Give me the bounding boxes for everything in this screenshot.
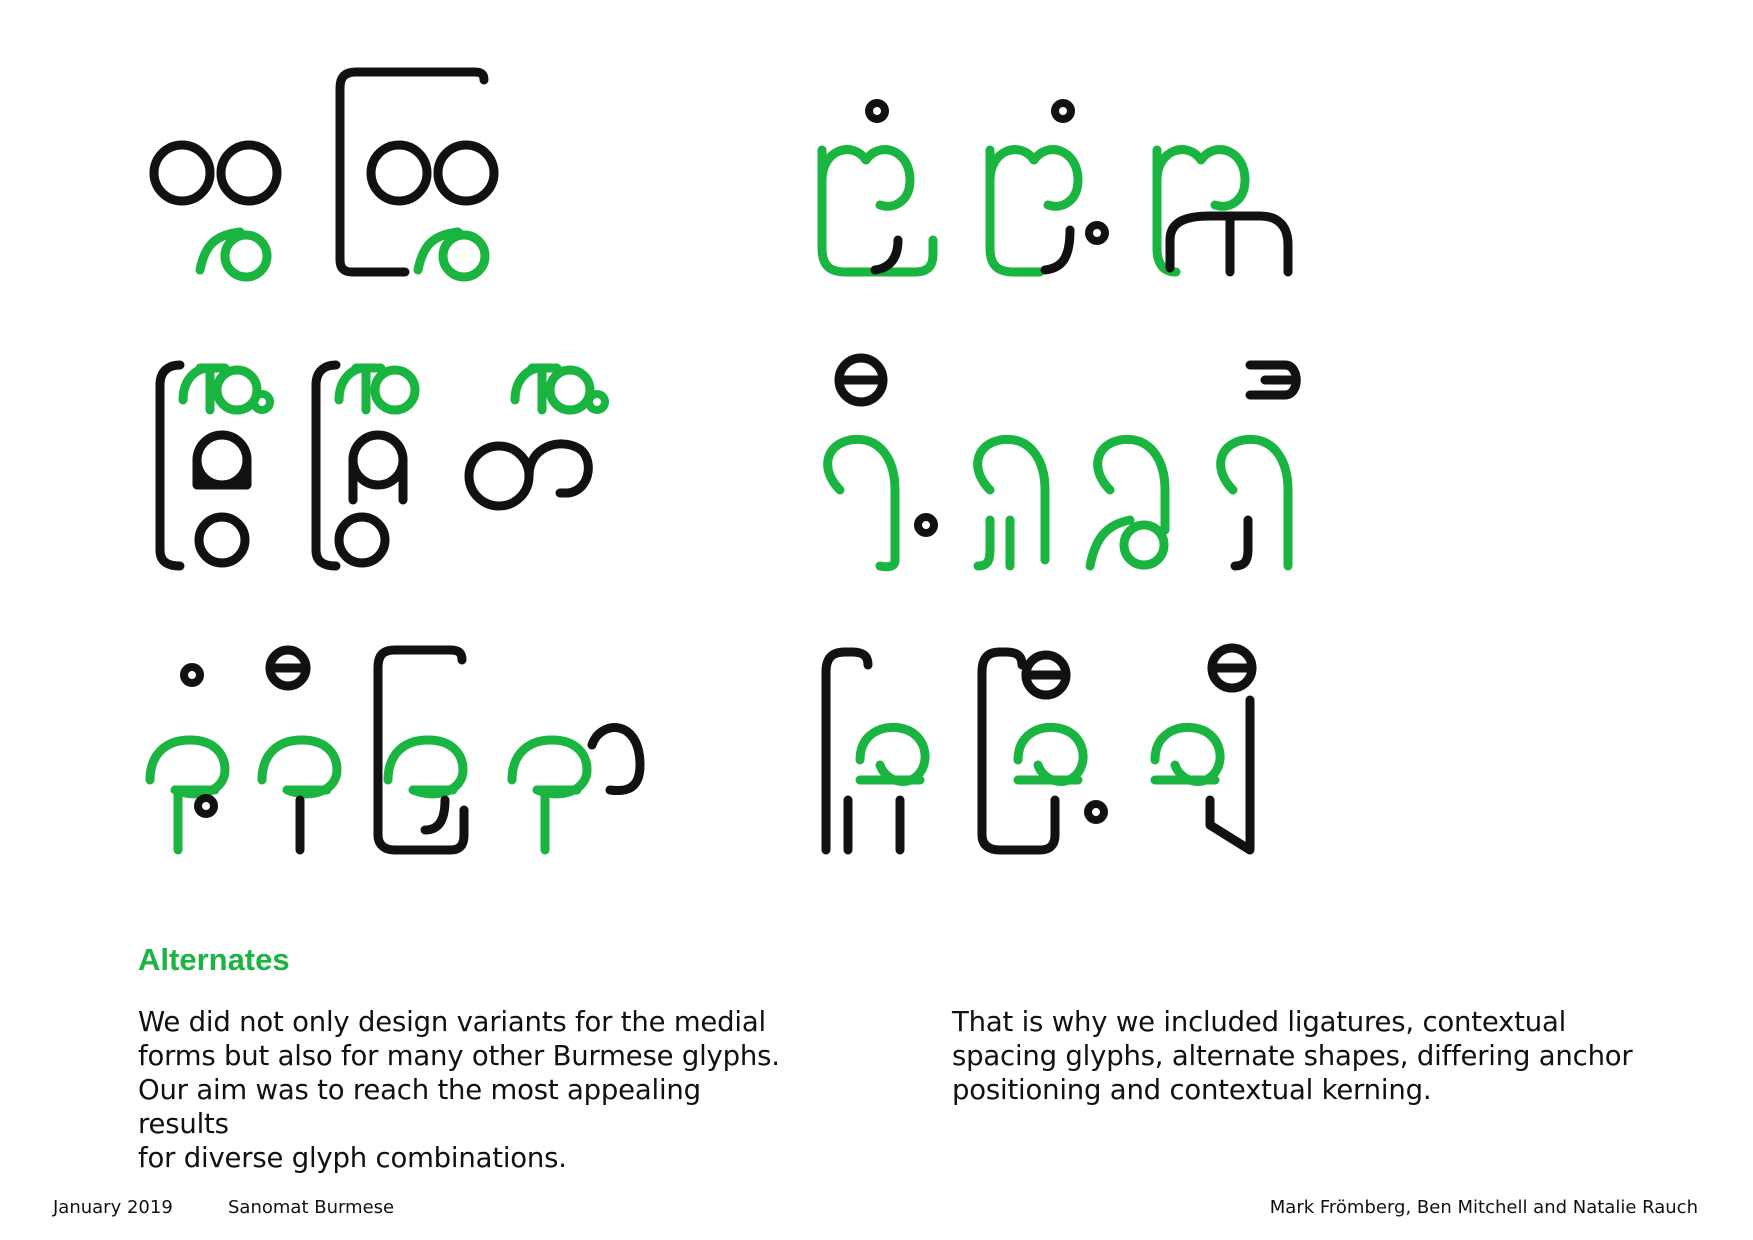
- body-line: Our aim was to reach the most appealing results: [138, 1074, 701, 1140]
- glyph-5-4: [512, 728, 640, 850]
- glyph-4-2: [978, 439, 1045, 566]
- glyph-2-3: [1157, 150, 1288, 272]
- glyph-3-2: [316, 365, 415, 566]
- glyph-1-1: [154, 145, 277, 277]
- glyph-5-3: [378, 650, 464, 850]
- body-line: positioning and contextual kerning.: [952, 1074, 1432, 1106]
- footer-authors: Mark Frömberg, Ben Mitchell and Natalie Rauch: [1269, 1197, 1698, 1218]
- glyph-4-4: [1221, 365, 1297, 566]
- glyph-5-2: [262, 650, 337, 850]
- glyph-1-2: [340, 72, 494, 277]
- body-line: That is why we included ligatures, contextual: [952, 1006, 1567, 1038]
- glyph-group-2: [822, 103, 1288, 272]
- footer-date: January 2019: [53, 1197, 173, 1218]
- glyph-group-5: [150, 650, 640, 850]
- body-text-left: [138, 1005, 798, 1175]
- body-line: spacing glyphs, alternate shapes, differing anchor: [952, 1040, 1633, 1072]
- glyph-6-2: [982, 652, 1104, 850]
- body-text-right: [952, 1005, 1672, 1107]
- glyph-2-1: [822, 103, 933, 272]
- section-heading: Alternates: [138, 942, 290, 977]
- glyph-group-1: [154, 72, 494, 277]
- glyph-3-1: [160, 365, 270, 566]
- glyph-6-1: [826, 652, 925, 850]
- footer-font-name: Sanomat Burmese: [228, 1197, 395, 1218]
- glyph-2-2: [990, 103, 1105, 272]
- glyph-4-1: [828, 358, 934, 567]
- body-line: We did not only design variants for the medial: [138, 1006, 766, 1038]
- body-line: forms but also for many other Burmese glyphs.: [138, 1040, 780, 1072]
- glyph-5-1: [150, 667, 225, 850]
- glyph-group-6: [826, 648, 1252, 850]
- glyph-6-3: [1155, 648, 1252, 850]
- glyph-4-3: [1090, 439, 1165, 566]
- glyph-group-4: [828, 358, 1297, 567]
- glyph-3-3: [469, 368, 605, 506]
- body-line: for diverse glyph combinations.: [138, 1142, 567, 1174]
- glyph-group-3: [160, 365, 605, 566]
